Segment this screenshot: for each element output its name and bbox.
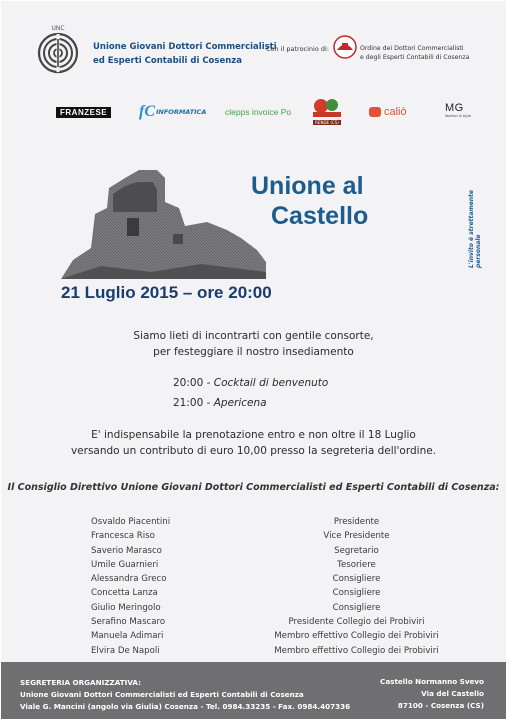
schedule-item: 21:00 - Apericena: [173, 397, 267, 409]
event-title: Unione al Castello: [251, 172, 369, 230]
odcec-cosenza-logo: [333, 35, 357, 59]
patron-label: Con il patrocinio di:: [266, 45, 330, 53]
invitation-page: [1, 1, 506, 719]
schedule-item: 20:00 - Cocktail di benvenuto: [173, 377, 329, 389]
venue-address: Castello Normanno Svevo Via del Castello 87100 - Cosenza (CS): [380, 677, 484, 710]
member-row: Elvira De Napoli Membro effettivo Collegio dei Probiviri: [91, 645, 439, 656]
sponsor-clepps-logo: clepps invoice Po: [225, 107, 292, 117]
member-row: Serafino Mascaro Presidente Collegio dei Probiviri: [91, 617, 425, 628]
personal-invitation-note: L'invito è strettamente personale: [468, 190, 482, 268]
member-row: Alessandra Greco Consigliere: [91, 574, 381, 585]
event-date: 21 Luglio 2015 – ore 20:00: [61, 283, 272, 302]
organizing-secretariat: SEGRETERIA ORGANIZZATIVA: Unione Giovani Dottori Commercialisti ed Esperti Contabili di Cosenza Viale G. Mancini (angolo via Giulia) Cosenza - Tel. 0984.33235 - Fax. 0984.407336: [20, 678, 351, 711]
sponsor-restaurant-logo: RENDE (CS): [307, 96, 347, 130]
council-members-list: [1, 517, 506, 660]
member-row: Francesca Riso Vice Presidente: [91, 531, 390, 542]
organization-title: Unione Giovani Dottori Commercialisti ed Esperti Contabili di Cosenza: [93, 42, 277, 66]
intro-text: Siamo lieti di incontrarti con gentile consorte, per festeggiare il nostro insediamento: [133, 330, 374, 358]
calio-mark-icon: [369, 107, 381, 117]
member-row: Osvaldo Piacentini Presidente: [91, 517, 380, 527]
member-row: Saverio Marasco Segretario: [91, 545, 379, 556]
castle-illustration: [61, 164, 266, 279]
member-row: Concetta Lanza Consigliere: [91, 588, 381, 599]
council-title: Il Consiglio Direttivo Unione Giovani Dottori Commercialisti ed Esperti Contabili di Cosenza:: [7, 482, 500, 493]
member-row: Manuela Adimari Membro effettivo Collegio dei Probiviri: [91, 631, 439, 642]
patron-name: Ordine dei Dottori Commercialisti e degli Esperti Contabili di Cosenza: [360, 45, 470, 61]
reservation-notice: E' indispensabile la prenotazione entro e non oltre il 18 Luglio versando un contributo di euro 10,00 presso la segreteria dell'ordine.: [70, 429, 437, 457]
member-row: Umile Guarnieri Tesoriere: [91, 559, 376, 570]
sponsor-calio-logo: caliò: [369, 101, 407, 123]
member-row: Giulio Meringolo Consigliere: [91, 602, 381, 613]
ugdc-labyrinth-logo: [37, 23, 79, 79]
restaurant-emblem-icon: [307, 96, 347, 120]
footer-bar: [1, 662, 506, 719]
sponsor-franzese-logo: FRANZESE: [56, 101, 111, 123]
svg-text:UNC: UNC: [51, 25, 65, 32]
event-schedule: [173, 373, 328, 413]
sponsor-mg-logo: MG fashion & style: [445, 102, 472, 118]
sponsor-fc-informatica-logo: fC INFORMATICA: [139, 103, 207, 120]
